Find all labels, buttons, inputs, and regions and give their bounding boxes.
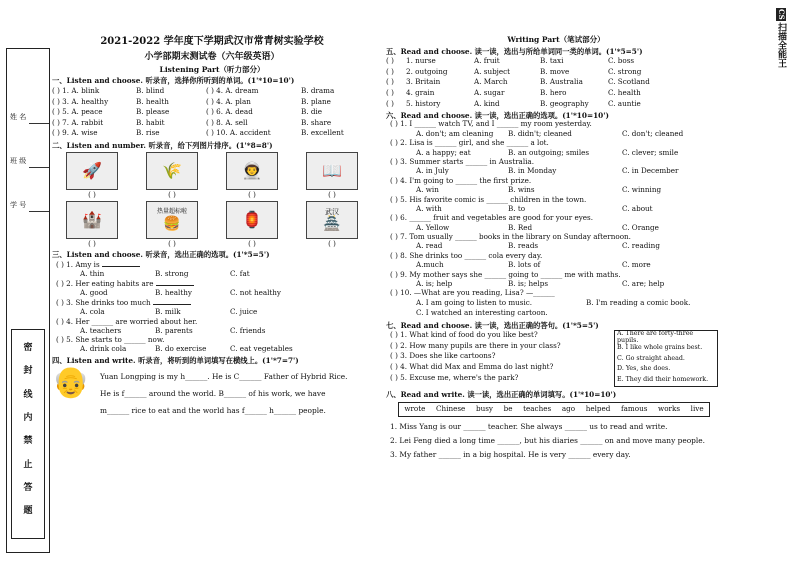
number-line	[29, 211, 49, 212]
answer-option: E. They did their homework.	[617, 375, 709, 383]
calorie-sign-picture: 热量超标啦 🍔	[146, 201, 198, 239]
fill-line: Yuan Longping is my h______. He is C______ Father of Hybrid Rice.	[100, 371, 348, 381]
question-item: ( ) 3. Summer starts ______ in Australia.	[390, 156, 534, 166]
answer-option: D. Yes, she does.	[617, 365, 671, 373]
seal-char: 线	[23, 389, 33, 400]
reading-girl-picture: 📖	[306, 152, 358, 190]
picture-answer-row: ( ) ( ) ( ) ( )	[88, 191, 336, 200]
options-row: A. with B. to C. about	[416, 203, 653, 213]
section-5-table	[386, 56, 726, 109]
section-2-heading: 二、Listen and number. 听录音，给下列图片排序。(1'*8=8')	[52, 140, 273, 150]
table-row: ( ) 3. A. healthy B. health ( ) 4. A. plan B. plane	[52, 96, 331, 106]
word-bank-item: helped	[585, 404, 611, 414]
options-row: A. drink cola B. do exercise C. eat vegetables	[80, 343, 293, 353]
options-row: A. good B. healthy C. not healthy	[80, 288, 281, 298]
options-row: A. thin B. strong C. fat	[80, 268, 250, 278]
section-1-heading: 一、Listen and choose. 听录音，选择你所听到的单词。(1'*10=10')	[52, 76, 295, 86]
kremlin-picture: 🏰	[66, 201, 118, 239]
section-5-heading: 五、Read and choose. 读一读，选出与所给单词同一类的单词。(1'*5=5')	[386, 46, 643, 56]
question-item: ( ) 4. Her ______ are worried about her.	[56, 316, 198, 326]
question-item: ( ) 4. I'm going to ______ the first prize.	[390, 175, 532, 185]
options-row: A. I am going to listen to music. B. I'm reading a comic book.	[416, 297, 691, 307]
question-item: ( ) 1. What kind of food do you like best?	[390, 330, 538, 340]
section-4-lines	[100, 368, 347, 419]
options-row: A.much B. lots of C. more	[416, 260, 651, 270]
fill-line: 3. My father ______ in a big hospital. He is very ______ every day.	[390, 449, 631, 459]
question-item: ( ) 7. Tom usually ______ books in the library on Sunday afternoon.	[390, 232, 631, 242]
listening-column	[52, 36, 372, 422]
word-bank-item: be	[503, 404, 513, 414]
table-row: ( ) 5. history A. kind B. geography C. auntie	[386, 98, 641, 108]
wuhan-text: 武汉	[325, 208, 339, 217]
wuhan-picture: 武汉 🏯	[306, 201, 358, 239]
word-bank-item: teaches	[523, 404, 552, 414]
table-row: ( ) 5. A. peace B. please ( ) 6. A. dead B. die	[52, 107, 323, 117]
options-row: A. is; help B. is; helps C. are; help	[416, 279, 665, 289]
table-row: ( ) 9. A. wise B. rise ( ) 10. A. accident B. excellent	[52, 128, 344, 138]
word-bank-item: wrote	[404, 404, 426, 414]
question-item: ( ) 5. Excuse me, where's the park?	[390, 372, 519, 382]
seal-char: 禁	[23, 436, 33, 447]
calorie-sign-text: 热量超标啦	[156, 207, 187, 215]
fill-line: 2. Lei Feng died a long time ______, but his diaries ______ on and move many people.	[390, 435, 705, 445]
question-item: ( ) 2. Lisa is ______ girl, and she ______ a lot.	[390, 138, 549, 148]
number-label: 学 号	[10, 201, 27, 209]
name-label: 姓 名	[10, 113, 27, 121]
picture-row-1	[52, 152, 372, 190]
options-row: A. cola B. milk C. juice	[80, 307, 258, 317]
farm-machine-picture: 🌾	[146, 152, 198, 190]
section-3-heading: 三、Listen and choose. 听录音，选出正确的选项。(1'*5=5')	[52, 250, 270, 260]
seal-char: 答	[23, 483, 33, 494]
picture-row-2	[52, 201, 372, 239]
seal-box	[11, 329, 45, 539]
festival-picture: 🏮	[226, 201, 278, 239]
question-item: ( ) 4. What did Max and Emma do last night?	[390, 362, 554, 372]
answer-option: A. There are forty-three pupils.	[617, 330, 694, 345]
table-row: ( ) 7. A. rabbit B. habit ( ) 8. A. sell B. share	[52, 117, 332, 127]
question-item: ( ) 10. —What are you reading, Lisa? —______	[390, 288, 555, 298]
section-1-table	[52, 86, 372, 139]
section-8-heading: 八、Read and write. 读一读，选出正确的单词填写。(1'*10=10')	[386, 390, 617, 400]
question-item: ( ) 3. Does she like cartoons?	[390, 351, 496, 361]
options-row: A. teachers B. parents C. friends	[80, 325, 266, 335]
writing-part-heading: Writing Part（笔试部分）	[507, 35, 605, 44]
section-8-lines	[386, 420, 726, 462]
exam-title: 2021-2022 学年度下学期武汉市常青树实验学校	[100, 36, 324, 47]
section-6-items	[386, 120, 726, 318]
fill-line: m______ rice to eat and the world has f______ h______ people.	[100, 405, 326, 415]
portrait-picture: 👴	[52, 364, 90, 400]
picture-answer-row: ( ) ( ) ( ) ( )	[88, 240, 336, 249]
options-row: A. don't; am cleaning B. didn't; cleaned C. don't; cleaned	[416, 128, 684, 138]
section-3-items	[52, 260, 372, 354]
word-bank-item: live	[690, 404, 704, 414]
question-item: ( ) 8. She drinks too ______ cola every day.	[390, 250, 543, 260]
section-7-heading: 七、Read and choose. 读一读，选出正确的答句。(1'*5=5')	[386, 320, 599, 330]
answer-box	[614, 330, 718, 387]
table-row: ( ) 3. Britain A. March B. Australia C. Scotland	[386, 77, 650, 87]
table-row: ( ) 1. nurse A. fruit B. taxi C. boss	[386, 56, 635, 66]
student-info-sidebar	[6, 48, 50, 553]
word-bank-item: Chinese	[436, 404, 466, 414]
question-item: ( ) 1. I ______ watch TV, and I ______ my room yesterday.	[390, 119, 592, 129]
options-row: C. I watched an interesting cartoon.	[416, 308, 548, 318]
class-line	[29, 167, 49, 168]
options-row: A. a happy; eat B. an outgoing; smiles C. clever; smile	[416, 147, 679, 157]
seal-char: 封	[23, 366, 33, 377]
table-row: ( ) 2. outgoing A. subject B. move C. strong	[386, 66, 642, 76]
options-row: A. Yellow B. Red C. Orange	[416, 222, 659, 232]
name-line	[29, 123, 49, 124]
word-bank-item: works	[658, 404, 681, 414]
word-bank-item: ago	[561, 404, 576, 414]
question-item: ( ) 6. ______ fruit and vegetables are good for your eyes.	[390, 213, 594, 223]
section-7-body	[386, 330, 726, 388]
listening-part-heading: Listening Part（听力部分）	[159, 64, 265, 74]
question-item: ( ) 2. Her eating habits are	[52, 279, 372, 288]
writing-column	[386, 36, 726, 462]
options-row: A. win B. wins C. winning	[416, 185, 662, 195]
astronauts-picture: 👨‍🚀	[226, 152, 278, 190]
options-row: A. in July B. in Monday C. in December	[416, 166, 679, 176]
options-row: A. read B. reads C. reading	[416, 241, 660, 251]
section-6-heading: 六、Read and choose. 读一读，选出正确的选项。(1'*10=10')	[386, 110, 609, 120]
seal-char: 题	[23, 506, 33, 517]
question-item: ( ) 2. How many pupils are there in your class?	[390, 340, 561, 350]
question-item: ( ) 5. His favorite comic is ______ children in the town.	[390, 194, 587, 204]
scanner-watermark	[766, 8, 786, 68]
answer-option: B. I like whole grains best.	[617, 344, 703, 352]
astronaut-flag-picture: 🚀	[66, 152, 118, 190]
fill-line: He is f______ around the world. B______ of his work, we have	[100, 388, 326, 398]
word-bank-item: famous	[620, 404, 648, 414]
table-row: ( ) 4. grain A. sugar B. hero C. health	[386, 87, 641, 97]
scanner-logo: CS	[777, 9, 786, 20]
table-row: ( ) 1. A. blink B. blind ( ) 4. A. dream B. drama	[52, 86, 335, 96]
seal-char: 内	[23, 413, 33, 424]
question-item: ( ) 9. My mother says she ______ going to ______ me with maths.	[390, 269, 621, 279]
seal-char: 密	[23, 343, 33, 353]
question-item: ( ) 3. She drinks too much	[52, 298, 372, 307]
question-item: ( ) 1. Amy is	[52, 260, 372, 269]
class-label: 班 级	[10, 157, 27, 165]
word-bank	[398, 402, 710, 416]
section-4-heading: 四、Listen and write. 听录音，将听到的单词填写在横线上。(1'*7=7')	[52, 356, 299, 366]
fill-line: 1. Miss Yang is our ______ teacher. She always ______ us to read and write.	[390, 421, 668, 431]
section-4-body	[52, 366, 372, 422]
answer-option: C. Go straight ahead.	[617, 354, 685, 362]
seal-char: 止	[23, 459, 33, 470]
exam-subtitle: 小学部期末测试卷（六年级英语）	[144, 51, 280, 62]
word-bank-item: busy	[475, 404, 493, 414]
question-item: ( ) 5. She starts to ______ now.	[56, 334, 165, 344]
scanner-text: 扫描全能王	[776, 22, 786, 68]
